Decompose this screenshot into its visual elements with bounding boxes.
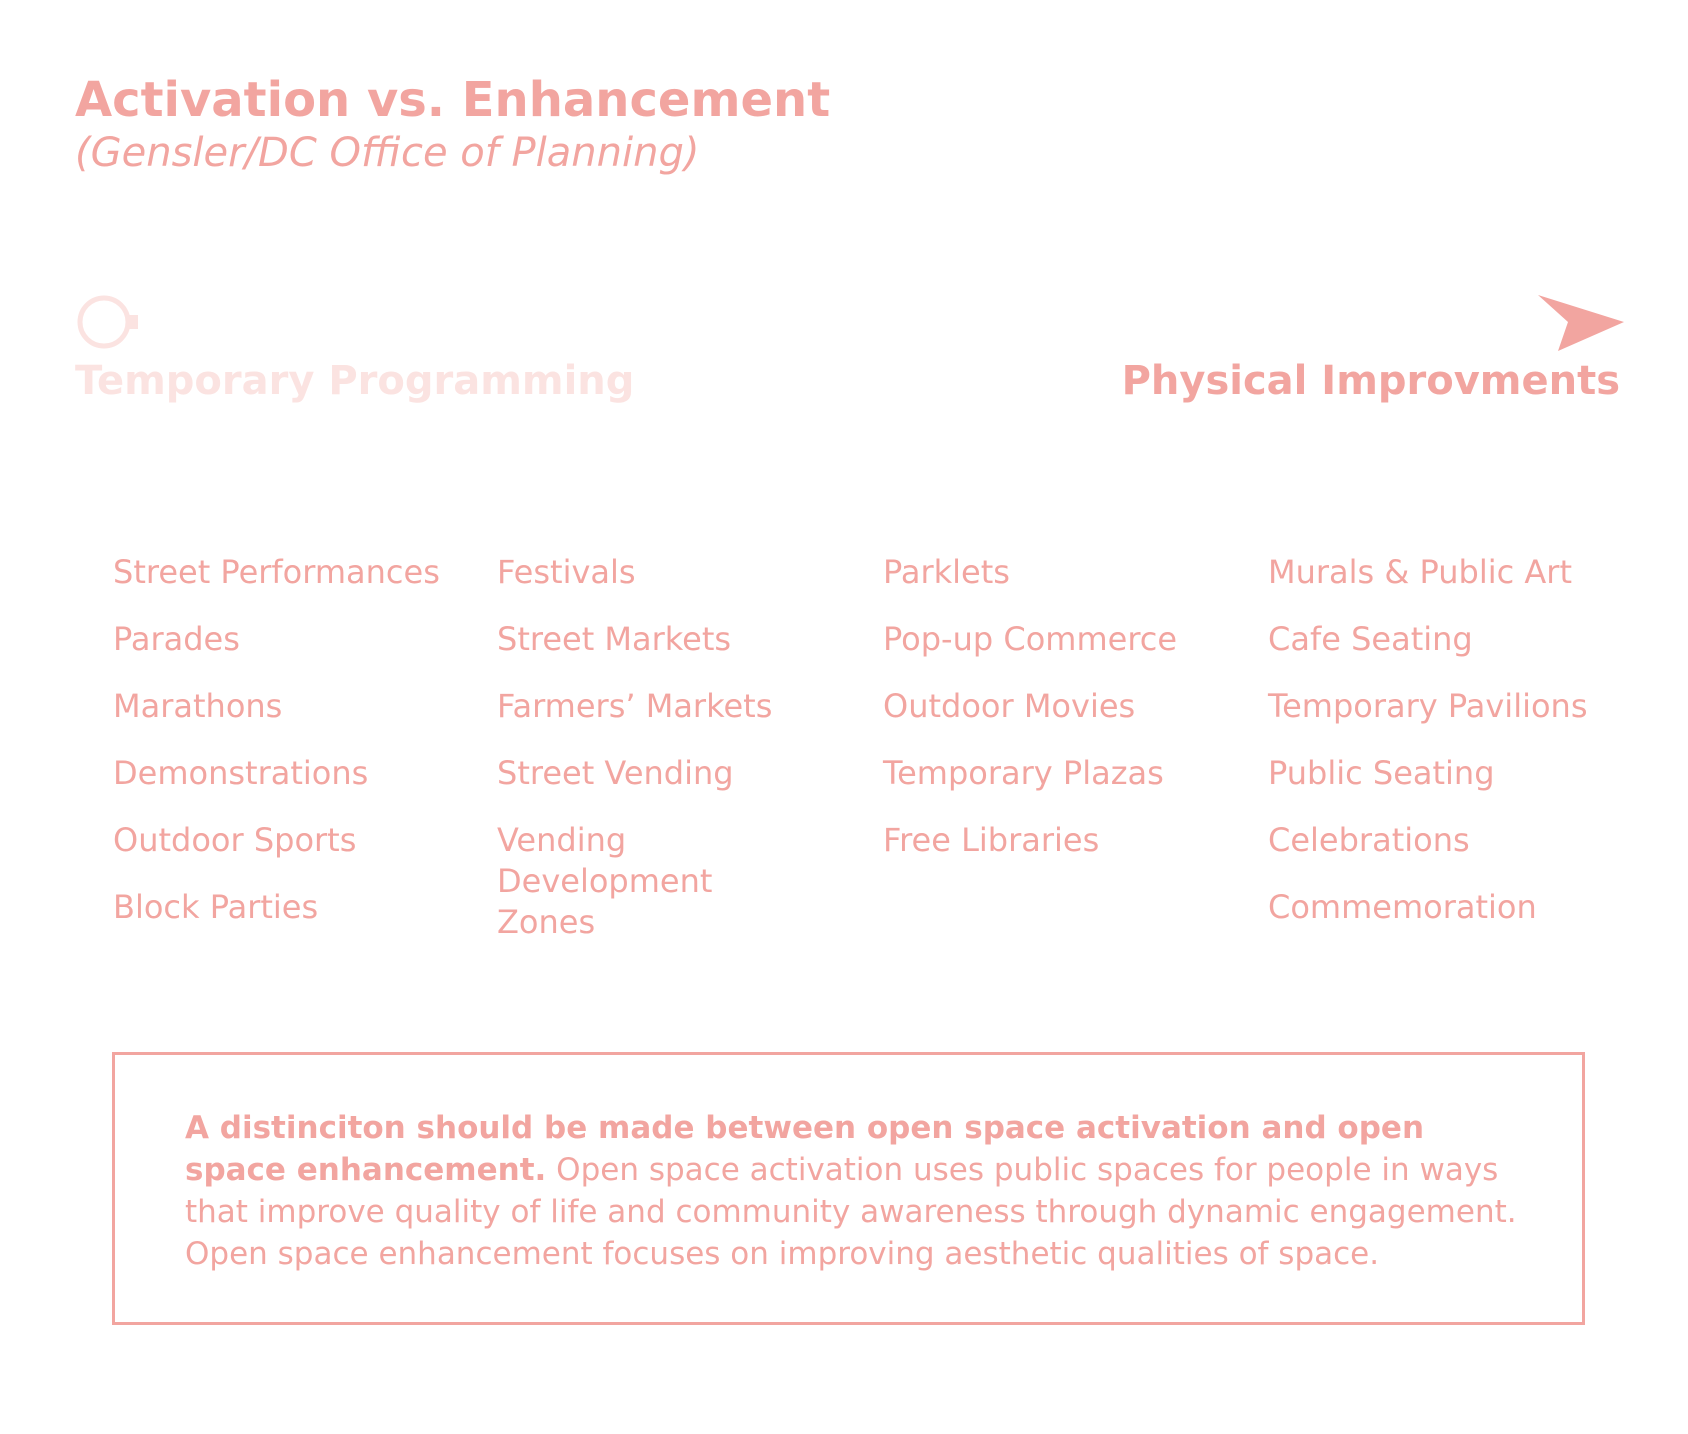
list-item: Pop-up Commerce [883, 620, 1178, 658]
list-item: Farmers’ Markets [497, 687, 773, 725]
list-item: Temporary Plazas [883, 754, 1164, 792]
list-item: Festivals [497, 553, 636, 591]
temporary-programming-label: Temporary Programming [75, 358, 635, 404]
list-item: Cafe Seating [1268, 620, 1473, 658]
list-item: Public Seating [1268, 754, 1495, 792]
definition-lead: A distinciton should be made between open space activation and open space enhancement. [185, 1110, 1425, 1188]
examples-grid [0, 552, 1688, 952]
list-item: Murals & Public Art [1268, 553, 1572, 591]
column-4 [1268, 552, 1648, 954]
column-2 [497, 552, 877, 969]
list-item: Parklets [883, 553, 1010, 591]
list-item: Street Markets [497, 620, 732, 658]
column-3 [883, 552, 1263, 887]
list-item: Celebrations [1268, 821, 1470, 859]
arrow-head-icon [1538, 295, 1624, 351]
list-item: Marathons [113, 687, 283, 725]
list-item: Vending Development Zones [497, 821, 713, 941]
column-1 [113, 552, 493, 954]
list-item: Parades [113, 620, 240, 658]
definition-text [185, 1107, 1530, 1275]
page-subtitle: (Gensler/DC Office of Planning) [75, 130, 700, 176]
list-item: Commemoration [1268, 888, 1537, 926]
list-item: Block Parties [113, 888, 319, 926]
list-item: Demonstrations [113, 754, 369, 792]
list-item: Temporary Pavilions [1268, 687, 1588, 725]
start-circle-icon [80, 298, 128, 346]
list-item: Free Libraries [883, 821, 1100, 859]
list-item: Outdoor Sports [113, 821, 357, 859]
definition-box [112, 1052, 1585, 1325]
definition-body: Open space activation uses public spaces for people in ways that improve quality of life and community awareness through dynamic engagement. Open space enhancement focuses on improving aesthetic qualities of space. [185, 1152, 1517, 1272]
list-item: Outdoor Movies [883, 687, 1136, 725]
list-item: Street Vending [497, 754, 734, 792]
page-title: Activation vs. Enhancement [75, 72, 831, 128]
physical-improvements-label: Physical Improvments [1121, 358, 1620, 404]
list-item: Street Performances [113, 553, 440, 591]
